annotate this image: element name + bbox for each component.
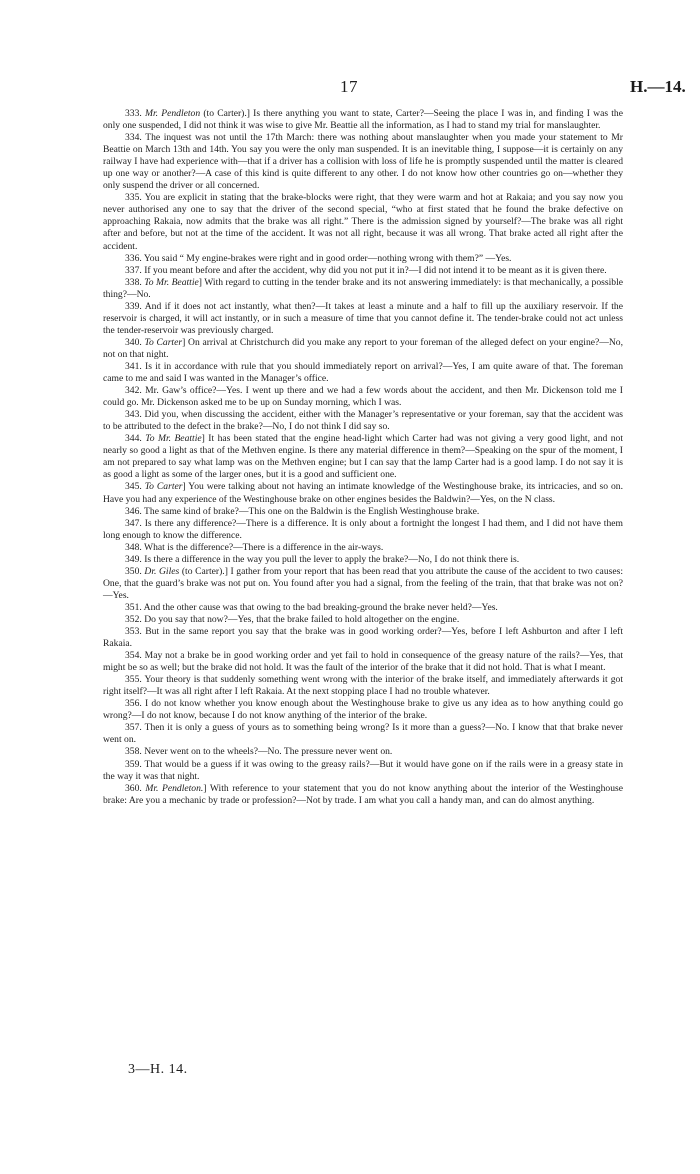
question-text: Do you say that now?—Yes, that the brake failed to hold altogether on the engine.	[144, 613, 460, 625]
question-text: With regard to cutting in the tender brake and its not answering immediately: is that mechanically, a possible thing?—No.	[103, 276, 623, 300]
question-number: 338.	[125, 276, 142, 288]
question-text: What is the difference?—There is a difference in the air-ways.	[144, 541, 384, 553]
speaker-label: To Carter	[144, 336, 183, 348]
question-text: Is it in accordance with rule that you should immediately report on arrival?—Yes, I am quite aware of that. The foreman came to me and said I was wanted in the Manager’s office.	[103, 360, 623, 385]
question-number: 350.	[125, 565, 142, 577]
question-text: You are explicit in stating that the brake-blocks were right, that they were warm and hot at Rakaia; and you say now you never authorised any one to say that the driver of the second special, “who at first stated that he found the brake defective on approaching Rakaia, now admits that the brake was all right.” There is the admission signed by yourself?—The brake was all right after and before, but not at the time of the accident. It was not all right, because it was all wrong. That brake acted all right after the accident.	[103, 192, 623, 252]
question-text: Your theory is that suddenly something went wrong with the interior of the brake itself, and immediately afterwards it got right itself?—It was all right after I left Rakaia. At the next stopping place I had no trouble whatever.	[103, 674, 623, 698]
question-number: 347.	[125, 517, 142, 529]
question-paragraph	[103, 265, 623, 277]
question-paragraph	[103, 361, 623, 385]
question-text: I gather from your report that has been read that you attribute the cause of the accident to two causes: One, that the guard’s brake was not put on. You found after you had a signal, from the feeling of the train, that that brake was not on?—Yes.	[103, 565, 624, 601]
question-number: 339.	[125, 300, 142, 312]
question-paragraph	[103, 433, 623, 481]
speaker-suffix: ]	[203, 782, 207, 794]
question-text: With reference to your statement that you do not know anything about the interior of the Westinghouse brake: Are you a mechanic by trade or profession?—Not by trade. I am what you call a handy man, and can do almost anything.	[103, 782, 623, 806]
question-paragraph	[103, 698, 623, 722]
question-number: 349.	[125, 553, 142, 565]
question-number: 333.	[125, 108, 142, 119]
speaker-label: To Mr. Beattie	[145, 433, 202, 445]
footer-signature: 3—H. 14.	[128, 1062, 188, 1077]
speaker-label: To Mr. Beattie	[144, 276, 199, 288]
question-number: 345.	[125, 481, 142, 493]
question-number: 348.	[125, 541, 142, 553]
question-number: 335.	[125, 192, 142, 204]
question-text: The inquest was not until the 17th March: there was nothing about manslaughter when you made your statement to Mr Beattie on March 13th and 14th. You say you were the only man suspended. It is an inevitable thing, I suppose—it is certainly on any railway I have had experience with—that if a driver has a collision with loss of life he is promptly suspended until the matter is cleared up one way or another?—A case of this kind is quite different to any other. I do not know how other countries go on—whether they only suspend the driver or all concerned.	[103, 132, 623, 192]
question-paragraph	[103, 506, 623, 518]
question-text: I do not know whether you know enough about the Westinghouse brake to give us any idea as to how anything could go wrong?—I do not know, because I do not know anything of the interior of the brake.	[103, 698, 623, 722]
page-reference: H.—14.	[630, 77, 686, 96]
question-text: Is there any difference?—There is a difference. It is only about a fortnight the longest I had them, and I did not have them long enough to know the difference.	[103, 517, 623, 541]
speaker-suffix: ]	[201, 433, 205, 445]
body-text	[103, 108, 623, 807]
question-text: The same kind of brake?—This one on the Baldwin is the English Westinghouse brake.	[144, 505, 480, 517]
question-number: 351.	[125, 601, 142, 613]
question-paragraph	[103, 759, 623, 783]
question-paragraph	[103, 192, 623, 252]
question-number: 344.	[125, 433, 142, 445]
question-number: 346.	[125, 505, 142, 517]
question-paragraph	[103, 554, 623, 566]
question-text: You said “ My engine-brakes were right and in good order—nothing wrong with them?” —Yes.	[143, 252, 512, 264]
question-paragraph	[103, 674, 623, 698]
speaker-label: Dr. Giles	[144, 565, 180, 577]
question-paragraph	[103, 566, 623, 602]
question-number: 358.	[125, 746, 142, 758]
question-number: 360.	[125, 782, 142, 794]
question-paragraph	[103, 481, 623, 505]
question-text: May not a brake be in good working order and yet fail to hold in consequence of the greasy nature of the rails?—Yes, that might be so as well; but the brake did not hold. It was the fault of the interior of the brake that it did not hold. That is what I meant.	[103, 650, 623, 674]
question-text: It has been stated that the engine head-light which Carter had was not giving a very good light, and not nearly so good a light as that of the Methven engine. Is there any material difference in them?—Speaking on the spur of the moment, I am not prepared to say what lamp was on the Methven engine; but I can say that the lamp Carter had is a good lamp. I do not say it is as good a light as some of the larger ones, but it is a good and sufficient one.	[103, 433, 623, 481]
question-paragraph	[103, 542, 623, 554]
question-text: But in the same report you say that the brake was in good working order?—Yes, before I left Ashburton and after I left Rakaia.	[103, 626, 624, 650]
question-text: Mr. Gaw’s office?—Yes. I went up there and we had a few words about the accident, and then Mr. Dickenson told me I could go. Mr. Dickenson asked me to be up on Sunday morning, which I was.	[103, 385, 623, 409]
question-number: 337.	[125, 264, 142, 276]
question-text: Is there anything you want to state, Carter?—Seeing the place I was in, and finding I was the only one suspended, I did not think it was wise to give Mr. Beattie all the information, as I had to stand my trial for manslaughter.	[103, 108, 623, 132]
question-number: 343.	[125, 409, 142, 421]
question-paragraph	[103, 518, 623, 542]
question-text: And the other cause was that owing to the bad breaking-ground the brake never held?—Yes.	[143, 601, 498, 613]
page-number: 17	[340, 77, 358, 96]
question-paragraph	[103, 253, 623, 265]
question-number: 342.	[125, 385, 142, 397]
question-paragraph	[103, 746, 623, 758]
question-paragraph	[103, 626, 623, 650]
question-number: 353.	[125, 626, 142, 638]
question-number: 340.	[125, 336, 142, 348]
speaker-suffix: (to Carter).]	[179, 565, 228, 577]
question-text: Then it is only a guess of yours as to something being wrong? Is it more than a guess?—No. I know that that brake never went on.	[103, 722, 623, 746]
speaker-suffix: ]	[198, 276, 202, 288]
question-paragraph	[103, 783, 623, 807]
question-paragraph	[103, 602, 623, 614]
speaker-suffix: ]	[182, 336, 186, 348]
question-paragraph	[103, 650, 623, 674]
question-text: That would be a guess if it was owing to the greasy rails?—But it would have gone on if the rails were in a greasy state in the way it was that night.	[103, 758, 624, 782]
question-number: 354.	[125, 650, 142, 662]
question-number: 334.	[125, 132, 142, 144]
question-paragraph	[103, 108, 623, 132]
question-paragraph	[103, 614, 623, 626]
speaker-label: Mr. Pendleton	[145, 108, 201, 119]
question-number: 341.	[125, 360, 142, 372]
question-text: Is there a difference in the way you pull the lever to apply the brake?—No, I do not think there is.	[144, 553, 520, 565]
question-paragraph	[103, 722, 623, 746]
question-number: 355.	[125, 674, 142, 686]
question-text: If you meant before and after the accident, why did you not put it in?—I did not intend it to be meant as it is given there.	[144, 264, 607, 276]
speaker-label: Mr. Pendleton.	[145, 782, 204, 794]
question-number: 357.	[125, 722, 142, 734]
question-paragraph	[103, 132, 623, 192]
question-paragraph	[103, 337, 623, 361]
question-number: 356.	[125, 698, 142, 710]
question-text: Did you, when discussing the accident, either with the Manager’s representative or your foreman, say that the accident was to be attributed to the defect in the brake?—No, I do not think I did say so.	[103, 409, 623, 433]
question-number: 359.	[125, 758, 142, 770]
speaker-suffix: ]	[182, 481, 186, 493]
question-text: And if it does not act instantly, what then?—It takes at least a minute and a half to fill up the auxiliary reservoir. If the reservoir is charged, it will act instantly, or in such a measure of time that you cannot define it. The tender-brake could not act unless the tender-reservoir was previously charged.	[103, 300, 623, 336]
question-number: 352.	[125, 613, 142, 625]
question-text: Never went on to the wheels?—No. The pressure never went on.	[144, 746, 393, 758]
question-paragraph	[103, 385, 623, 409]
question-paragraph	[103, 409, 623, 433]
question-paragraph	[103, 277, 623, 301]
question-paragraph	[103, 301, 623, 337]
speaker-label: To Carter	[144, 481, 183, 493]
question-text: On arrival at Christchurch did you make any report to your foreman of the alleged defect on your engine?—No, not on that night.	[103, 336, 623, 360]
question-number: 336.	[125, 252, 142, 264]
question-text: You were talking about not having an intimate knowledge of the Westinghouse brake, its intricacies, and so on. Have you had any experience of the Westinghouse brake on other engines besides the Baldwin?—Yes, on the N class.	[103, 481, 623, 505]
speaker-suffix: (to Carter).]	[200, 108, 250, 119]
